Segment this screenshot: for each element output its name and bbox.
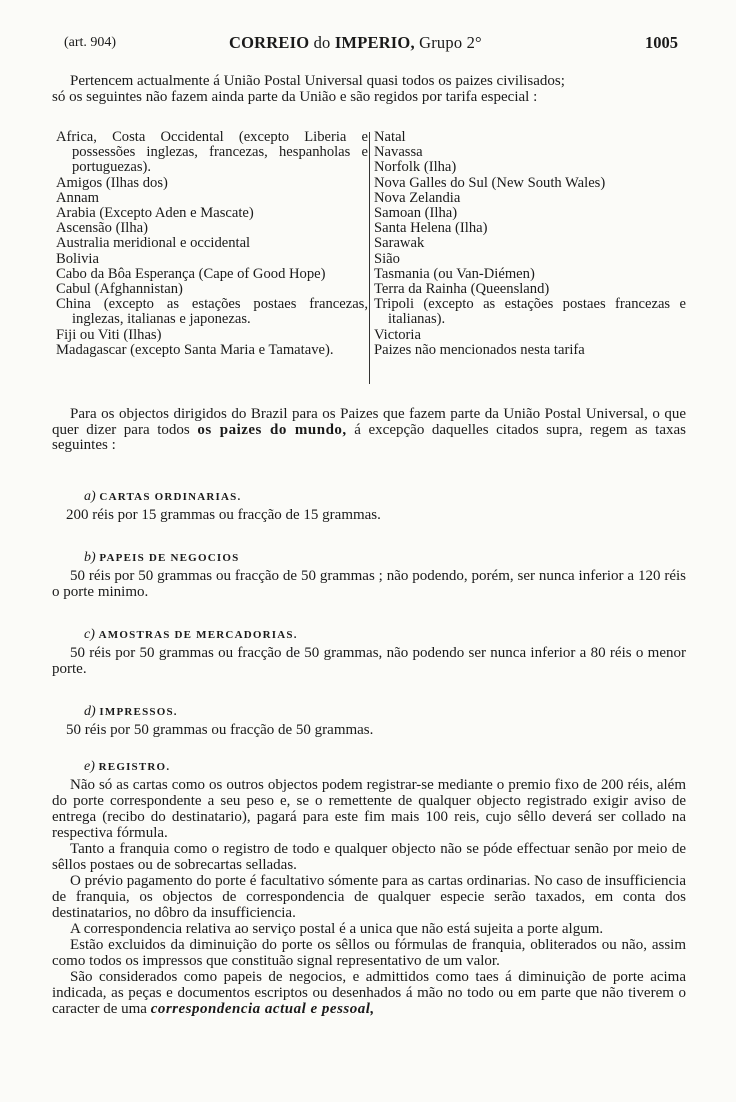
country-list-table	[56, 130, 686, 386]
section-e-title: REGISTRO.	[98, 761, 171, 773]
left-country-item: Bolivia	[56, 250, 99, 267]
left-country-item: Arabia (Excepto Aden e Mascate)	[56, 205, 254, 222]
page-header	[64, 33, 678, 55]
taxes-text-2: á excepção daquelles citados supra, regem as taxas seguintes :	[52, 421, 686, 453]
left-country-item: Cabul (Afghannistan)	[56, 281, 183, 298]
running-title	[229, 33, 482, 53]
taxes-text-1: Para os objectos dirigidos do Brazil para os Paizes que fazem parte da União Postal Universal, o que quer dizer para todos	[52, 406, 686, 438]
right-country-column	[374, 130, 686, 358]
right-country-item: Nova Zelandia	[374, 189, 461, 206]
taxes-bold-text: os paizes do mundo,	[197, 421, 347, 438]
section-d-title: IMPRESSOS.	[99, 706, 178, 718]
left-country-item: Madagascar (excepto Santa Maria e Tamatave).	[56, 341, 334, 358]
section-b-body: 50 réis por 50 grammas ou fracção de 50 grammas ; não podendo, porém, ser nunca inferior a 120 réis o porte minimo.	[52, 568, 686, 600]
section-c-letter: c)	[84, 627, 95, 642]
right-country-item: Samoan (Ilha)	[374, 205, 458, 222]
section-a-letter: a)	[84, 489, 96, 504]
right-country-item: Nova Galles do Sul (New South Wales)	[374, 174, 606, 191]
intro-paragraph	[52, 74, 686, 105]
right-country-item: Tripoli (excepto as estações postaes francezas e italianas).	[374, 296, 686, 328]
registro-paragraph-5: Estão excluidos da diminuição do porte os sêllos ou fórmulas de franquia, obliterados ou não, assim como todos os impressos que constituão signal representativo de um valor.	[52, 937, 686, 969]
section-a-title: CARTAS ORDINARIAS.	[99, 491, 242, 503]
section-c-title: AMOSTRAS DE MERCADORIAS.	[98, 629, 298, 641]
right-country-item: Norfolk (Ilha)	[374, 159, 457, 176]
title-do: do	[313, 33, 331, 52]
intro-line-1: Pertencem actualmente á União Postal Universal quasi todos os paizes civilisados;	[70, 73, 565, 89]
right-country-item: Santa Helena (Ilha)	[374, 220, 488, 237]
title-correio: CORREIO	[229, 33, 310, 52]
registro-paragraph-6	[52, 969, 686, 1017]
left-country-item: China (excepto as estações postaes francezas, inglezas, italianas e japonezas.	[56, 296, 368, 328]
right-country-item: Paizes não mencionados nesta tarifa	[374, 341, 585, 358]
registro-paragraph-2: Tanto a franquia como o registro de todo e qualquer objecto não se póde effectuar senão por meio de sêllos postaes ou de sobrecartas selladas.	[52, 841, 686, 873]
taxes-paragraph	[52, 407, 686, 454]
section-e-letter: e)	[84, 759, 95, 774]
section-e	[52, 758, 686, 1017]
section-a-body: 200 réis por 15 grammas ou fracção de 15 grammas.	[66, 507, 381, 523]
left-country-item: Africa, Costa Occidental (excepto Liberia e possessões inglezas, francezas, hespanholas e portuguezas).	[56, 129, 368, 176]
section-d	[52, 703, 686, 738]
left-country-column	[56, 130, 368, 358]
left-country-item: Australia meridional e occidental	[56, 235, 251, 252]
left-country-item: Ascensão (Ilha)	[56, 220, 148, 237]
registro-paragraph-6-text: São considerados como papeis de negocios, e admittidos como taes á diminuição de porte acima indicada, as peças e documentos escriptos ou desenhados á mão no todo ou em parte que não tiverem o caracter de uma	[52, 969, 686, 1017]
right-country-item: Terra da Rainha (Queensland)	[374, 281, 550, 298]
title-grupo: Grupo 2°	[419, 33, 482, 52]
section-a	[52, 488, 686, 523]
left-country-item: Annam	[56, 189, 99, 206]
right-country-item: Navassa	[374, 144, 423, 161]
column-divider	[369, 132, 370, 384]
right-country-item: Tasmania (ou Van-Diémen)	[374, 265, 535, 282]
section-b	[52, 549, 686, 600]
section-c-body: 50 réis por 50 grammas ou fracção de 50 grammas, não podendo ser nunca inferior a 80 réis o menor porte.	[52, 645, 686, 677]
right-country-item: Victoria	[374, 326, 421, 343]
left-country-item: Amigos (Ilhas dos)	[56, 174, 168, 191]
right-country-item: Sarawak	[374, 235, 425, 252]
intro-line-2: só os seguintes não fazem ainda parte da União e são regidos por tarifa especial :	[52, 88, 538, 105]
page-number: 1005	[645, 33, 678, 52]
section-d-body: 50 réis por 50 grammas ou fracção de 50 grammas.	[66, 722, 374, 738]
section-d-letter: d)	[84, 704, 96, 719]
section-b-letter: b)	[84, 550, 96, 565]
registro-paragraph-3: O prévio pagamento do porte é facultativo sómente para as cartas ordinarias. No caso de insufficiencia de franquia, os objectos de correspondencia de qualquer especie serão taxados, em conta dos destinatarios, no dôbro da insufficiencia.	[52, 873, 686, 921]
section-c	[52, 626, 686, 677]
title-imperio: IMPERIO,	[334, 33, 415, 52]
section-b-title: PAPEIS DE NEGOCIOS	[99, 552, 240, 564]
article-reference: (art. 904)	[64, 35, 117, 50]
right-country-item: Natal	[374, 129, 406, 145]
right-country-item: Sião	[374, 250, 400, 267]
left-country-item: Fiji ou Viti (Ilhas)	[56, 326, 162, 343]
registro-paragraph-4: A correspondencia relativa ao serviço postal é a unica que não está sujeita a porte algum.	[70, 921, 604, 937]
registro-paragraph-6-italic: correspondencia actual e pessoal,	[150, 1001, 375, 1017]
left-country-item: Cabo da Bôa Esperança (Cape of Good Hope)	[56, 265, 326, 282]
registro-paragraph-1: Não só as cartas como os outros objectos podem registrar-se mediante o premio fixo de 200 réis, além do porte correspondente a seu peso e, se o remettente de qualquer objecto registrado exigir aviso de entrega (recibo do destinatario), pagará para este fim mais 100 reis, cujo sêllo deverá ser collado na respectiva fórmula.	[52, 777, 686, 841]
